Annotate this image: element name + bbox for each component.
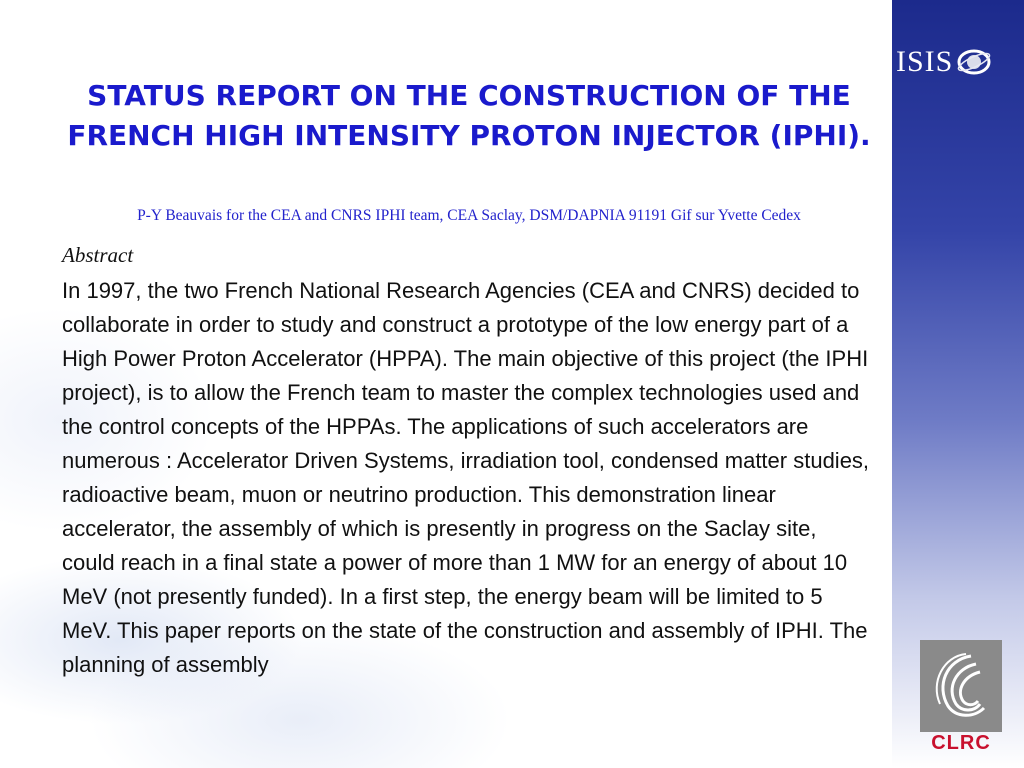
slide-authors: P-Y Beauvais for the CEA and CNRS IPHI team, CEA Saclay, DSM/DAPNIA 91191 Gif sur Yvette Cedex (137, 207, 801, 224)
clrc-logo (920, 640, 1002, 752)
abstract-heading: Abstract (62, 243, 134, 267)
clrc-swirl-icon (926, 646, 996, 726)
isis-logo (896, 42, 993, 82)
isis-ring-icon (955, 45, 993, 79)
clrc-logo-text: CLRC (931, 732, 991, 754)
clrc-emblem (920, 640, 1002, 732)
slide-title: STATUS REPORT ON THE CONSTRUCTION OF THE FRENCH HIGH INTENSITY PROTON INJECTOR (IPHI). (67, 79, 871, 152)
abstract-body: In 1997, the two French National Research Agencies (CEA and CNRS) decided to collaborate in order to study and construct a prototype of the low energy part of a High Power Proton Accelerator (HPPA). The main objective of this project (the IPHI project), is to allow the French team to master the complex technologies used and the control concepts of the HPPAs. The applications of such accelerators are numerous : Accelerator Driven Systems, irradiation tool, condensed matter studies, radioactive beam, muon or neutrino production. This demonstration linear accelerator, the assembly of which is presently in progress on the Saclay site, could reach in a final state a power of more than 1 MW for an energy of about 10 MeV (not presently funded). In a first step, the energy beam will be limited to 5 MeV. This paper reports on the state of the construction and assembly of IPHI. The planning of assembly (62, 278, 870, 677)
isis-logo-text: ISIS (896, 45, 954, 78)
